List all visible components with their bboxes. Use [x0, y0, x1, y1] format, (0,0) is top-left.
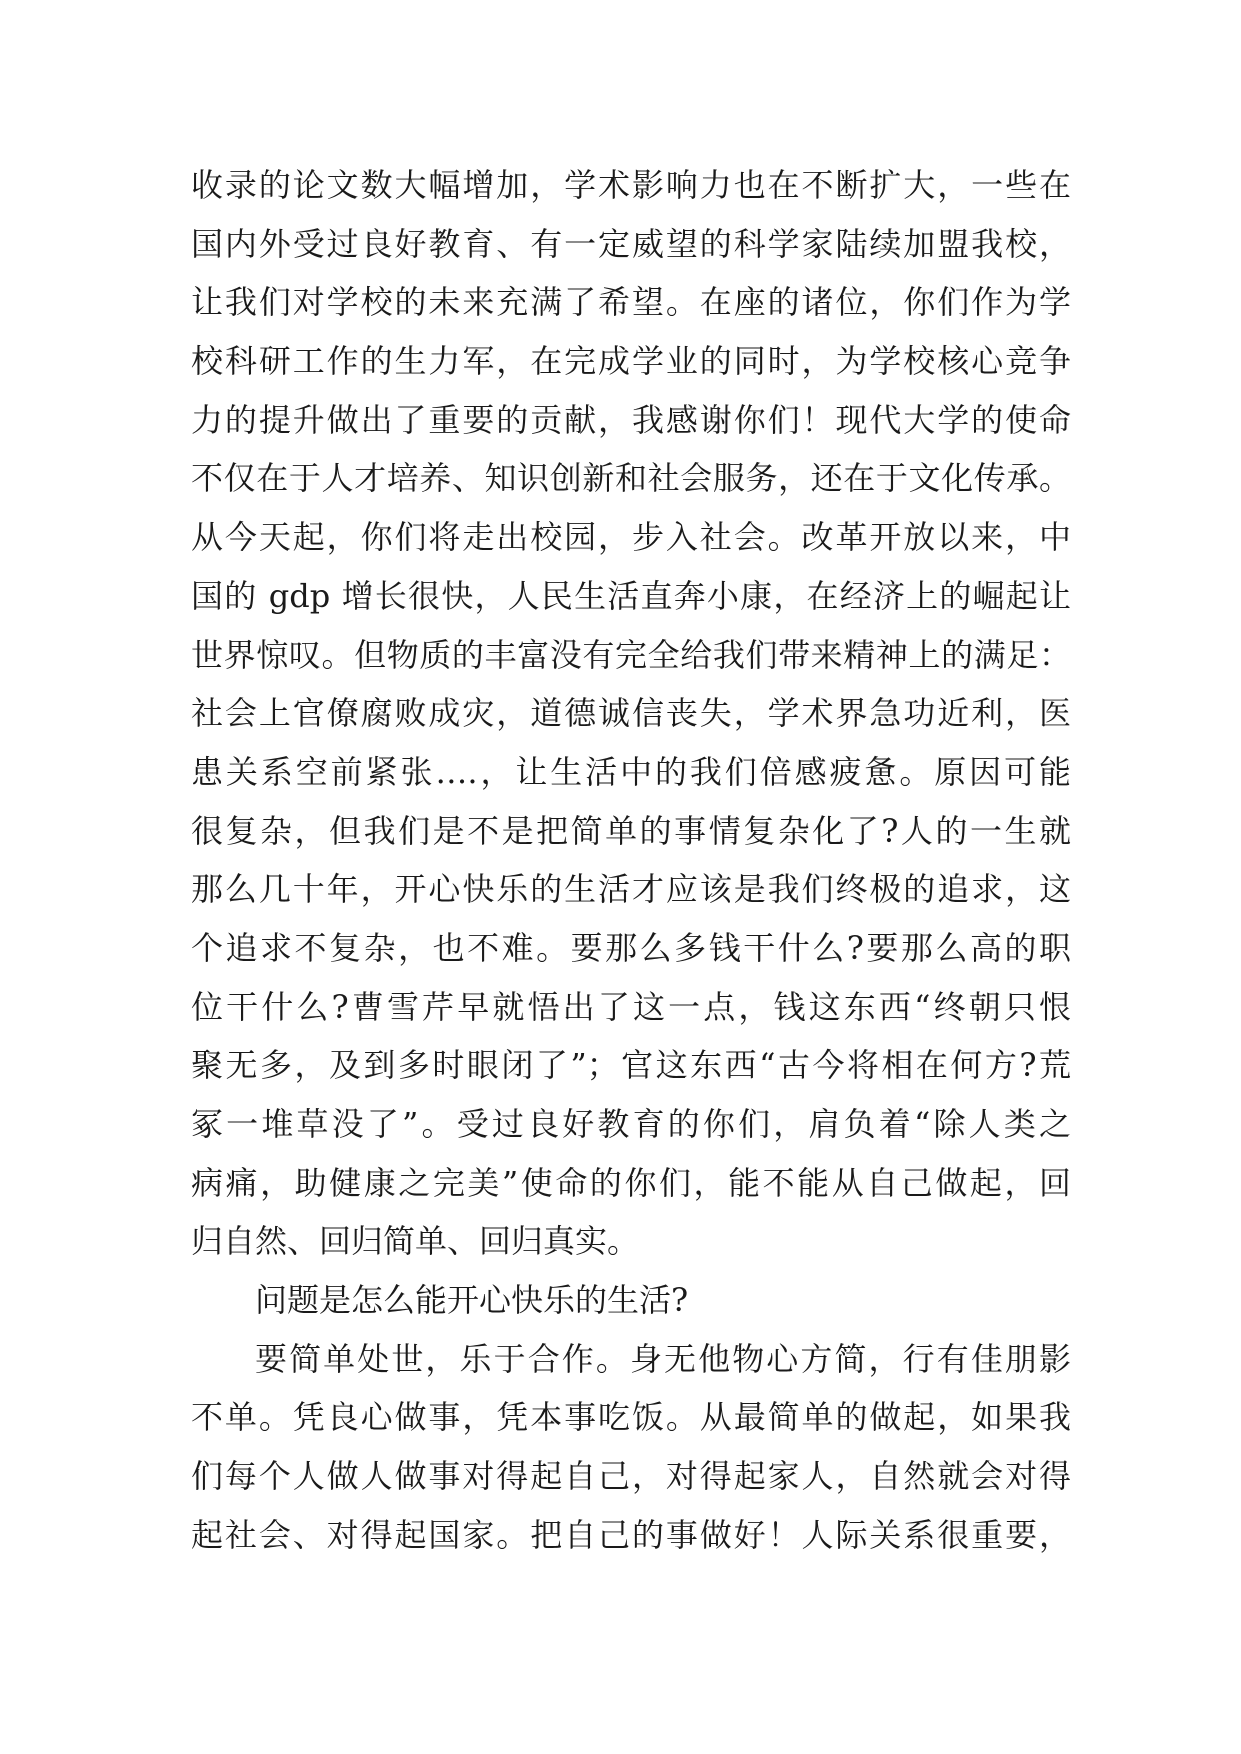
text-line: 校科研工作的生力军，在完成学业的同时，为学校核心竞争: [191, 342, 1071, 381]
text-line: 起社会、对得起国家。把自己的事做好！人际关系很重要，: [191, 1515, 1071, 1554]
text-line: 们每个人做人做事对得起自己，对得起家人，自然就会对得: [191, 1457, 1071, 1496]
paragraph-end-line: 归自然、回归简单、回归真实。: [191, 1222, 640, 1261]
text-line: 让我们对学校的未来充满了希望。在座的诸位，你们作为学: [191, 283, 1071, 322]
text-line: 从今天起，你们将走出校园，步入社会。改革开放以来，中: [191, 518, 1071, 557]
text-line: 力的提升做出了重要的贡献，我感谢你们！现代大学的使命: [191, 400, 1071, 439]
question-line: 问题是怎么能开心快乐的生活?: [255, 1281, 689, 1320]
text-line: 不仅在于人才培养、知识创新和社会服务，还在于文化传承。: [191, 459, 1071, 498]
text-line: 位干什么?曹雪芹早就悟出了这一点，钱这东西“终朝只恨: [191, 987, 1071, 1026]
paragraph-start-line: 要简单处世，乐于合作。身无他物心方简，行有佳朋影: [255, 1339, 1071, 1378]
text-line: 国的 gdp 增长很快，人民生活直奔小康，在经济上的崛起让: [191, 576, 1071, 615]
text-line: 收录的论文数大幅增加，学术影响力也在不断扩大，一些在: [191, 166, 1071, 204]
text-line: 病痛，助健康之完美”使命的你们，能不能从自己做起，回: [191, 1163, 1071, 1202]
text-line: 冢一堆草没了”。受过良好教育的你们，肩负着“除人类之: [191, 1105, 1071, 1143]
text-line: 个追求不复杂，也不难。要那么多钱干什么?要那么高的职: [191, 928, 1071, 967]
text-line: 不单。凭良心做事，凭本事吃饭。从最简单的做起，如果我: [191, 1398, 1071, 1437]
text-line: 很复杂，但我们是不是把简单的事情复杂化了?人的一生就: [191, 811, 1071, 850]
text-line: 世界惊叹。但物质的丰富没有完全给我们带来精神上的满足：: [191, 635, 1071, 674]
text-line: 社会上官僚腐败成灾，道德诚信丧失，学术界急功近利，医: [191, 694, 1071, 733]
document-body: [191, 156, 1071, 1565]
text-line: 患关系空前紧张….，让生活中的我们倍感疲惫。原因可能: [191, 752, 1071, 791]
text-line: 国内外受过良好教育、有一定威望的科学家陆续加盟我校，: [191, 224, 1071, 263]
text-line: 那么几十年，开心快乐的生活才应该是我们终极的追求，这: [191, 870, 1071, 909]
text-line: 聚无多，及到多时眼闭了”；官这东西“古今将相在何方?荒: [191, 1046, 1071, 1085]
